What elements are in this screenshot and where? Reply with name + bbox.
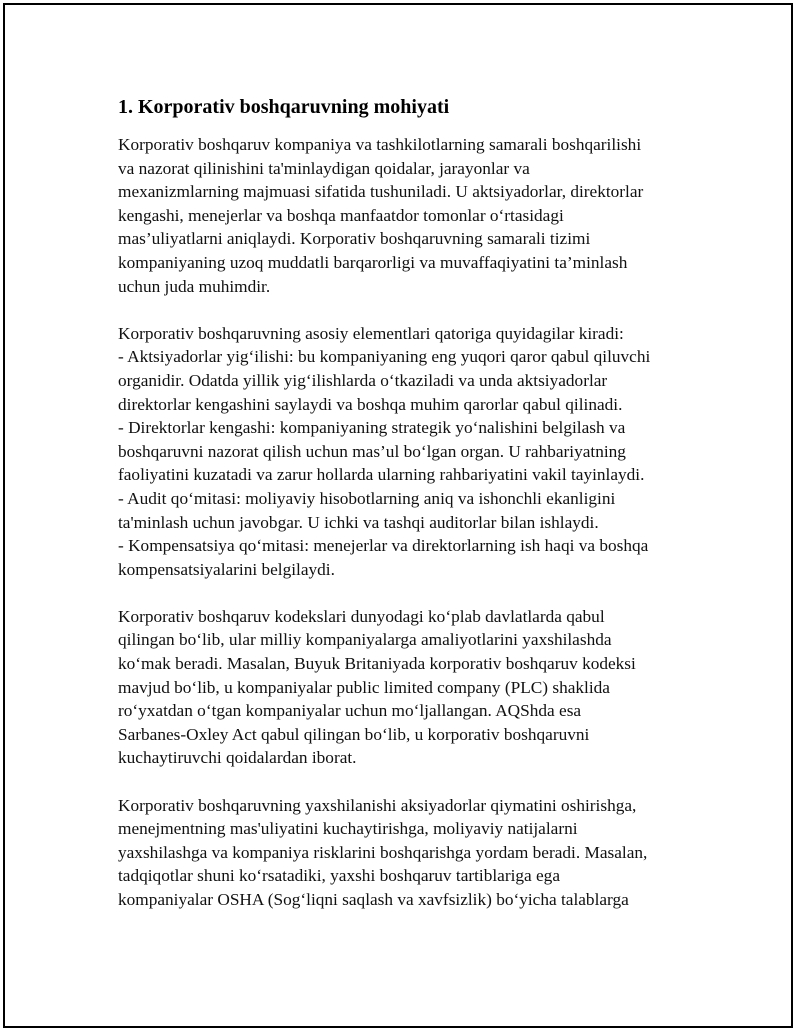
document-body xyxy=(118,95,708,935)
text-line: kuchaytiruvchi qoidalardan iborat. xyxy=(118,748,357,768)
text-line: Korporativ boshqaruvning asosiy elementlari qatoriga quyidagilar kiradi: xyxy=(118,323,624,343)
text-line: faoliyatini kuzatadi va zarur hollarda ularning rahbariyatini vakil tayinlaydi. xyxy=(118,465,645,485)
text-line: kompaniyalar OSHA (Sog‘liqni saqlash va xavfsizlik) bo‘yicha talablarga xyxy=(118,890,629,909)
paragraph-3 xyxy=(118,605,708,770)
text-line: qilingan bo‘lib, ular milliy kompaniyalarga amaliyotlarini yaxshilashda xyxy=(118,630,612,650)
text-line: boshqaruvni nazorat qilish uchun mas’ul bo‘lgan organ. U rahbariyatning xyxy=(118,441,626,461)
text-line: - Aktsiyadorlar yig‘ilishi: bu kompaniyaning eng yuqori qaror qabul qiluvchi xyxy=(118,347,651,367)
text-line: tadqiqotlar shuni ko‘rsatadiki, yaxshi boshqaruv tartiblariga ega xyxy=(118,866,560,886)
text-line: organidir. Odatda yillik yig‘ilishlarda o‘tkaziladi va unda aktsiyadorlar xyxy=(118,370,608,390)
text-line: va nazorat qilinishini ta'minlaydigan qoidalar, jarayonlar va xyxy=(118,158,530,178)
text-line: ko‘mak beradi. Masalan, Buyuk Britaniyada korporativ boshqaruv kodeksi xyxy=(118,654,636,674)
text-line: Korporativ boshqaruv kodekslari dunyodagi ko‘plab davlatlarda qabul xyxy=(118,606,605,626)
text-line: Sarbanes-Oxley Act qabul qilingan bo‘lib, u korporativ boshqaruvni xyxy=(118,724,590,744)
text-line: mas’uliyatlarni aniqlaydi. Korporativ boshqaruvning samarali tizimi xyxy=(118,229,591,249)
section-heading: 1. Korporativ boshqaruvning mohiyati xyxy=(118,96,450,118)
paragraph-2 xyxy=(118,322,708,582)
text-line: mexanizmlarning majmuasi sifatida tushuniladi. U aktsiyadorlar, direktorlar xyxy=(118,182,644,202)
text-line: uchun juda muhimdir. xyxy=(118,276,271,296)
text-line: - Kompensatsiya qo‘mitasi: menejerlar va direktorlarning ish haqi va boshqa xyxy=(118,536,649,556)
text-line: - Direktorlar kengashi: kompaniyaning strategik yo‘nalishini belgilash va xyxy=(118,418,626,438)
text-line: ta'minlash uchun javobgar. U ichki va tashqi auditorlar bilan ishlaydi. xyxy=(118,512,599,532)
text-line: Korporativ boshqaruvning yaxshilanishi aksiyadorlar qiymatini oshirishga, xyxy=(118,795,637,815)
paragraph-4 xyxy=(118,794,708,912)
text-line: mavjud bo‘lib, u kompaniyalar public limited company (PLC) shaklida xyxy=(118,677,610,697)
text-line: yaxshilashga va kompaniya risklarini boshqarishga yordam beradi. Masalan, xyxy=(118,842,648,862)
text-line: kengashi, menejerlar va boshqa manfaatdor tomonlar o‘rtasidagi xyxy=(118,205,564,225)
paragraph-1 xyxy=(118,133,708,298)
text-line: - Audit qo‘mitasi: moliyaviy hisobotlarning aniq va ishonchli ekanligini xyxy=(118,488,616,508)
text-line: menejmentning mas'uliyatini kuchaytirishga, moliyaviy natijalarni xyxy=(118,819,578,839)
text-line: kompensatsiyalarini belgilaydi. xyxy=(118,559,335,579)
text-line: kompaniyaning uzoq muddatli barqarorligi va muvaffaqiyatini ta’minlash xyxy=(118,252,628,272)
text-line: direktorlar kengashini saylaydi va boshqa muhim qarorlar qabul qilinadi. xyxy=(118,394,623,414)
text-line: ro‘yxatdan o‘tgan kompaniyalar uchun mo‘ljallangan. AQShda esa xyxy=(118,701,582,721)
text-line: Korporativ boshqaruv kompaniya va tashkilotlarning samarali boshqarilishi xyxy=(118,135,642,154)
